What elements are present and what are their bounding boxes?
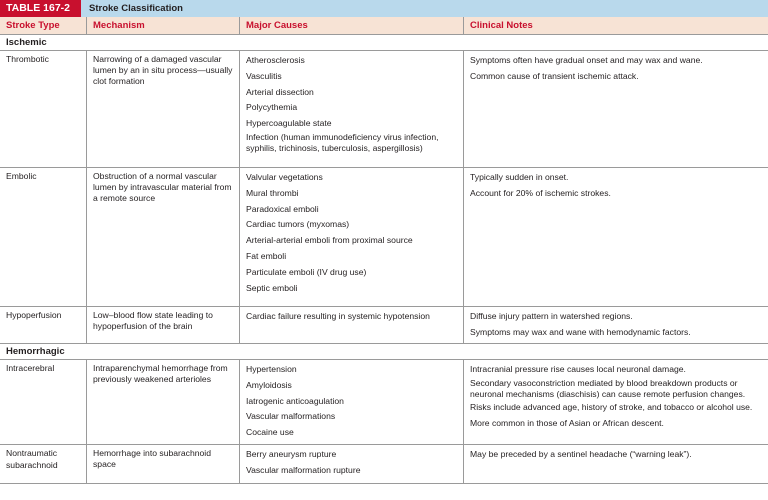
causes-cell <box>239 445 463 483</box>
cause-item: Particulate emboli (IV drug use) <box>246 266 367 277</box>
cause-item: Polycythemia <box>246 102 298 113</box>
cause-item: Atherosclerosis <box>246 55 305 65</box>
causes-cell <box>239 51 463 167</box>
table-row-hypoperfusion <box>0 307 768 344</box>
table-row-thrombotic <box>0 51 768 168</box>
table-row-embolic <box>0 168 768 307</box>
stroke-type-cell: Thrombotic <box>6 54 49 64</box>
clinical-notes-cell <box>463 307 768 343</box>
cause-item: Septic emboli <box>246 282 298 293</box>
table-row-nontraumatic-subarachnoid <box>0 445 768 484</box>
cause-item: Berry aneurysm rupture <box>246 449 337 459</box>
note-item: Secondary vasoconstriction mediated by blood breakdown products or neuronal mechanisms (diaschisis) can cause remote perfusion changes. <box>470 377 746 399</box>
note-item: Typically sudden in onset. <box>470 172 569 182</box>
cause-item: Valvular vegetations <box>246 172 323 182</box>
cause-item: Amyloidosis <box>246 379 292 390</box>
causes-cell <box>239 168 463 306</box>
note-item: Intracranial pressure rise causes local neuronal damage. <box>470 364 686 374</box>
header-mechanism: Mechanism <box>86 17 239 34</box>
note-item: Account for 20% of ischemic strokes. <box>470 187 611 198</box>
cause-item: Iatrogenic anticoagulation <box>246 395 344 406</box>
stroke-type-cell: Embolic <box>6 171 37 181</box>
cause-item: Fat emboli <box>246 250 287 261</box>
mechanism-cell: Intraparenchymal hemorrhage from previously weakened arterioles <box>86 360 239 444</box>
cause-item: Arterial-arterial emboli from proximal source <box>246 235 413 246</box>
stroke-type-cell: Nontraumatic subarachnoid <box>6 448 58 470</box>
mechanism-cell: Low–blood flow state leading to hypoperfusion of the brain <box>86 307 239 343</box>
note-item: Risks include advanced age, history of stroke, and tobacco or alcohol use. <box>470 401 753 412</box>
causes-cell <box>239 307 463 343</box>
cause-item: Cocaine use <box>246 427 294 438</box>
clinical-notes-cell <box>463 360 768 444</box>
cause-item: Mural thrombi <box>246 187 299 198</box>
cause-item: Vascular malformation rupture <box>246 464 361 475</box>
cause-item: Paradoxical emboli <box>246 203 319 214</box>
cause-item: Cardiac failure resulting in systemic hypotension <box>246 311 430 321</box>
note-item: More common in those of Asian or African descent. <box>470 417 664 428</box>
note-item: Symptoms often have gradual onset and may wax and wane. <box>470 55 703 65</box>
cause-item: Cardiac tumors (myxomas) <box>246 219 350 230</box>
section-heading-hemorrhagic: Hemorrhagic <box>0 344 768 360</box>
mechanism-cell: Narrowing of a damaged vascular lumen by an in situ process—usually clot formation <box>86 51 239 167</box>
cause-item: Infection (human immunodeficiency virus infection, syphilis, trichinosis, tuberculosis, aspergillosis) <box>246 131 439 153</box>
note-item: Diffuse injury pattern in watershed regions. <box>470 311 633 321</box>
stroke-type-cell: Intracerebral <box>6 363 55 373</box>
table-row-intracerebral <box>0 360 768 445</box>
cause-item: Hypercoagulable state <box>246 118 332 129</box>
table-header-row <box>0 17 768 35</box>
table-number-label: TABLE 167-2 <box>0 0 81 17</box>
clinical-notes-cell <box>463 51 768 167</box>
cause-item: Hypertension <box>246 364 297 374</box>
header-major-causes: Major Causes <box>239 17 463 34</box>
table-title: Stroke Classification <box>89 3 183 14</box>
mechanism-cell: Hemorrhage into subarachnoid space <box>86 445 239 483</box>
cause-item: Vasculitis <box>246 70 282 81</box>
table-title-bar <box>0 0 768 17</box>
causes-cell <box>239 360 463 444</box>
mechanism-cell: Obstruction of a normal vascular lumen by intravascular material from a remote source <box>86 168 239 306</box>
cause-item: Vascular malformations <box>246 411 336 422</box>
note-item: Symptoms may wax and wane with hemodynamic factors. <box>470 326 691 337</box>
note-item: May be preceded by a sentinel headache (“warning leak”). <box>470 449 692 459</box>
stroke-type-cell: Hypoperfusion <box>6 310 62 320</box>
cause-item: Arterial dissection <box>246 86 314 97</box>
section-heading-ischemic: Ischemic <box>0 35 768 51</box>
clinical-notes-cell <box>463 445 768 483</box>
clinical-notes-cell <box>463 168 768 306</box>
header-clinical-notes: Clinical Notes <box>463 17 768 34</box>
header-stroke-type: Stroke Type <box>6 20 60 31</box>
note-item: Common cause of transient ischemic attack. <box>470 70 639 81</box>
